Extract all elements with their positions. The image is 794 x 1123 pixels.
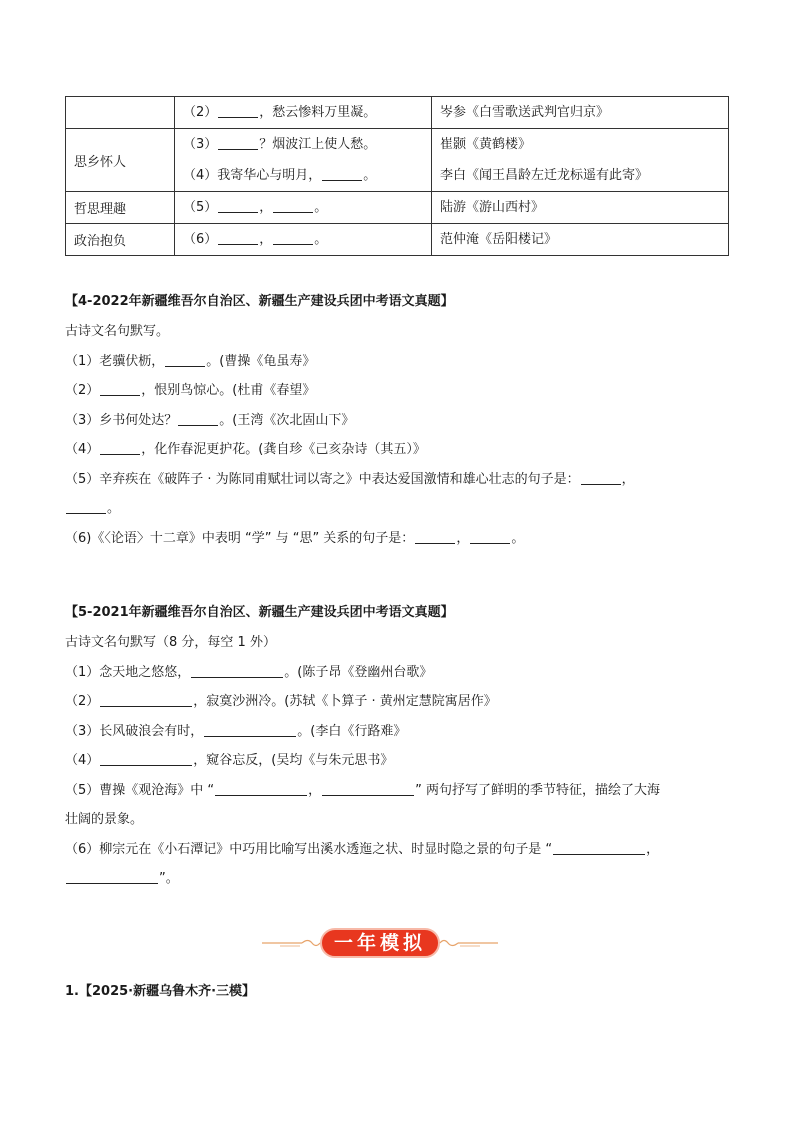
category-cell: 思乡怀人 [66,129,175,192]
answer-blank[interactable] [100,381,140,396]
category-cell [66,97,175,129]
line-cell: （5） ， 。 [175,192,432,224]
question-intro: 古诗文名句默写。 [65,324,170,339]
answer-blank[interactable] [218,103,258,118]
question-item: （3）长风破浪会有时， 。(李白《行路难》 [65,723,407,739]
category-cell: 政治抱负 [66,224,175,256]
question-item-continued: 壮阔的景象。 [65,812,144,827]
answer-blank[interactable] [273,198,313,213]
answer-blank[interactable] [100,692,192,707]
question-intro: 古诗文名句默写（8 分，每空 1 外） [65,635,276,650]
answer-blank[interactable] [204,722,296,737]
source-cell: 崔颢《黄鹤楼》 李白《闻王昌龄左迁龙标遥有此寄》 [432,129,729,192]
question-item: （3）乡书何处达？ 。(王湾《次北固山下》 [65,412,355,428]
question-item: （2） ，寂寞沙洲冷。(苏轼《卜算子 · 黄州定慧院寓居作》 [65,694,497,709]
answer-blank[interactable] [66,869,158,884]
answer-blank[interactable] [100,751,192,766]
answer-blank[interactable] [415,529,455,544]
line-cell: （2） ，愁云惨料万里凝。 [175,97,432,129]
answer-blank[interactable] [553,840,645,855]
question-item-continued: ”。 [65,864,729,894]
section-2022 [65,287,729,553]
poem-table [65,96,729,256]
question-item: （5）曹操《观沧海》中 “ ， ” 两句抒写了鲜明的季节特征，描绘了大海 [65,782,661,798]
banner-label: 一年模拟 [320,928,440,958]
question-item-continued: 。 [65,494,729,524]
section-banner [262,926,498,960]
answer-blank[interactable] [581,470,621,485]
section-heading: 【5-2021年新疆维吾尔自治区、新疆生产建设兵团中考语文真题】 [65,605,454,620]
question-item: （1）老骥伏枥， 。(曹操《龟虽寿》 [65,353,316,369]
section-heading: 【4-2022年新疆维吾尔自治区、新疆生产建设兵团中考语文真题】 [65,294,454,309]
answer-blank[interactable] [273,230,313,245]
answer-blank[interactable] [165,352,205,367]
question-item: （4） ，化作春泥更护花。(龚自珍《己亥杂诗（其五）》 [65,442,426,457]
question-item: （6）柳宗元在《小石潭记》中巧用比喻写出溪水透迤之状、时显时隐之景的句子是 “ ， [65,841,660,857]
source-cell: 陆游《游山西村》 [432,192,729,224]
question-item: （5）辛弃疾在《破阵子 · 为陈同甫赋壮词以寄之》中表达爱国激情和雄心壮志的句子是： ， [65,471,635,487]
source-cell: 范仲淹《岳阳楼记》 [432,224,729,256]
table-row [66,129,729,192]
answer-blank[interactable] [322,781,414,796]
answer-blank[interactable] [178,411,218,426]
answer-blank[interactable] [66,499,106,514]
source-cell: 岑参《白雪歌送武判官归京》 [432,97,729,129]
table-row [66,224,729,256]
section-2021 [65,598,729,894]
table-row [66,192,729,224]
answer-blank[interactable] [215,781,307,796]
answer-blank[interactable] [322,166,362,181]
answer-blank[interactable] [218,135,258,150]
answer-blank[interactable] [191,663,283,678]
question-item: （1）念天地之悠悠， 。(陈子昂《登幽州台歌》 [65,664,433,680]
table-row [66,97,729,129]
category-cell: 哲思理趣 [66,192,175,224]
answer-blank[interactable] [470,529,510,544]
question-number-heading: 1.【2025·新疆乌鲁木齐·三模】 [65,984,256,999]
line-cell: （3） ？烟波江上使人愁。 （4）我寄华心与明月， 。 [175,129,432,192]
question-item: （6)《〈论语〉十二章》中表明 “学” 与 “思” 关系的句子是： ， 。 [65,530,525,546]
answer-blank[interactable] [218,198,258,213]
answer-blank[interactable] [100,440,140,455]
question-item: （4） ，窥谷忘反，(吴均《与朱元思书》 [65,753,394,768]
line-cell: （6） ， 。 [175,224,432,256]
left-ornament-icon [262,938,322,948]
right-ornament-icon [438,938,498,948]
question-item: （2） ，恨别鸟惊心。(杜甫《春望》 [65,383,316,398]
answer-blank[interactable] [218,230,258,245]
